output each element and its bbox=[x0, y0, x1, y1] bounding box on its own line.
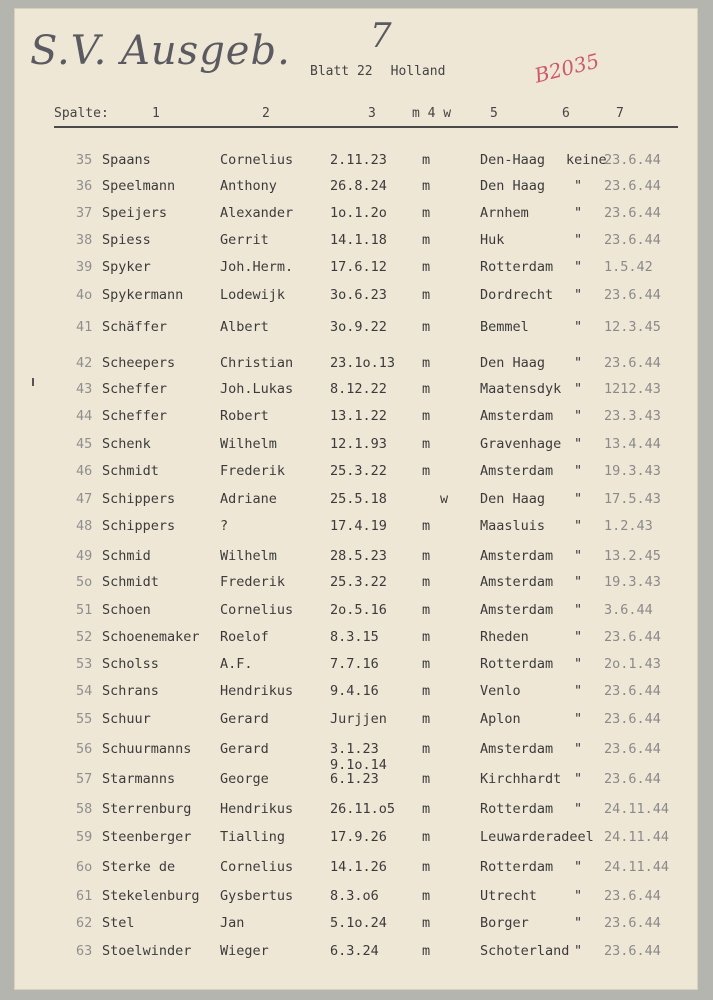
birthplace: Bemmel bbox=[480, 319, 529, 335]
entry-number: 42 bbox=[76, 355, 93, 371]
birthplace: Schoterland bbox=[480, 943, 570, 959]
birth-date: 14.1.18 bbox=[330, 232, 387, 248]
surname: Schmidt bbox=[102, 574, 159, 590]
table-row bbox=[14, 259, 698, 283]
first-name: Jan bbox=[220, 915, 245, 931]
first-name: Robert bbox=[220, 408, 269, 424]
sex: m bbox=[422, 574, 431, 590]
column-4-header: m 4 w bbox=[412, 106, 452, 121]
birth-date: 25.5.18 bbox=[330, 491, 387, 507]
column-6-value: " bbox=[574, 491, 583, 507]
column-6-value: " bbox=[574, 463, 583, 479]
column-6-value: " bbox=[574, 381, 583, 397]
birth-date: 23.1o.13 bbox=[330, 355, 396, 371]
column-7-date: 24.11.44 bbox=[604, 829, 670, 845]
column-7-date: 1.5.42 bbox=[604, 259, 653, 275]
table-row bbox=[14, 711, 698, 735]
column-6-value: " bbox=[574, 548, 583, 564]
birthplace: Maasluis bbox=[480, 518, 546, 534]
column-7-date: 23.6.44 bbox=[604, 771, 661, 787]
first-name: Lodewijk bbox=[220, 287, 286, 303]
column-6-value: " bbox=[574, 888, 583, 904]
entry-number: 47 bbox=[76, 491, 93, 507]
table-row bbox=[14, 801, 698, 825]
entry-number: 39 bbox=[76, 259, 93, 275]
birthplace: Borger bbox=[480, 915, 529, 931]
column-6-value: " bbox=[574, 683, 583, 699]
sex: m bbox=[422, 548, 431, 564]
first-name: Gerard bbox=[220, 711, 269, 727]
first-name: Joh.Herm. bbox=[220, 259, 294, 275]
birthplace: Huk bbox=[480, 232, 505, 248]
column-7-date: 3.6.44 bbox=[604, 602, 653, 618]
table-row bbox=[14, 629, 698, 653]
sex: m bbox=[422, 656, 431, 672]
birth-date: 3o.6.23 bbox=[330, 287, 387, 303]
first-name: Cornelius bbox=[220, 602, 294, 618]
column-7-date: 23.6.44 bbox=[604, 232, 661, 248]
birthplace: Den-Haag bbox=[480, 152, 546, 168]
surname: Schuurmanns bbox=[102, 741, 192, 757]
sex: m bbox=[422, 771, 431, 787]
column-6-value: " bbox=[574, 259, 583, 275]
column-6-value: " bbox=[574, 178, 583, 194]
birthplace: Kirchhardt bbox=[480, 771, 562, 787]
first-name: ? bbox=[220, 518, 229, 534]
birth-date-secondary: 9.1o.14 bbox=[330, 757, 387, 773]
birth-date: 1o.1.2o bbox=[330, 205, 387, 221]
column-6-value: " bbox=[574, 629, 583, 645]
birthplace: Den Haag bbox=[480, 178, 546, 194]
table-row bbox=[14, 915, 698, 939]
red-stamp: B2035 bbox=[532, 48, 602, 88]
birth-date: 12.1.93 bbox=[330, 436, 387, 452]
sex: m bbox=[422, 629, 431, 645]
column-3-header: 3 bbox=[368, 106, 376, 121]
first-name: Wieger bbox=[220, 943, 269, 959]
column-1-header: 1 bbox=[152, 106, 160, 121]
first-name: Hendrikus bbox=[220, 801, 294, 817]
birth-date: 17.6.12 bbox=[330, 259, 387, 275]
column-6-value: " bbox=[574, 915, 583, 931]
column-6-value: " bbox=[574, 408, 583, 424]
birthplace: Rheden bbox=[480, 629, 529, 645]
column-7-date: 23.6.44 bbox=[604, 355, 661, 371]
first-name: Cornelius bbox=[220, 152, 294, 168]
table-row bbox=[14, 205, 698, 229]
column-6-value: " bbox=[574, 574, 583, 590]
table-row bbox=[14, 829, 698, 853]
birthplace: Den Haag bbox=[480, 355, 546, 371]
birth-date: 8.12.22 bbox=[330, 381, 387, 397]
entry-number: 35 bbox=[76, 152, 93, 168]
first-name: A.F. bbox=[220, 656, 253, 672]
column-7-date: 23.6.44 bbox=[604, 205, 661, 221]
entry-number: 4o bbox=[76, 287, 93, 303]
birthplace: Rotterdam bbox=[480, 801, 554, 817]
header-rule bbox=[54, 126, 678, 128]
column-7-date: 12.3.45 bbox=[604, 319, 661, 335]
entry-number: 52 bbox=[76, 629, 93, 645]
column-7-date: 23.6.44 bbox=[604, 741, 661, 757]
birth-date: 28.5.23 bbox=[330, 548, 387, 564]
table-row bbox=[14, 888, 698, 912]
sex: m bbox=[422, 943, 431, 959]
sex: m bbox=[422, 801, 431, 817]
column-6-value: " bbox=[574, 711, 583, 727]
first-name: Frederik bbox=[220, 574, 286, 590]
table-row bbox=[14, 548, 698, 572]
entry-number: 51 bbox=[76, 602, 93, 618]
column-7-date: 23.6.44 bbox=[604, 943, 661, 959]
column-6-value: " bbox=[574, 205, 583, 221]
table-row bbox=[14, 602, 698, 626]
surname: Sterrenburg bbox=[102, 801, 192, 817]
surname: Schoenemaker bbox=[102, 629, 200, 645]
column-7-date: 13.2.45 bbox=[604, 548, 661, 564]
birth-date: 25.3.22 bbox=[330, 574, 387, 590]
birth-date: 13.1.22 bbox=[330, 408, 387, 424]
handwritten-number: 7 bbox=[370, 16, 392, 56]
first-name: Gerrit bbox=[220, 232, 269, 248]
surname: Scheffer bbox=[102, 381, 168, 397]
table-row bbox=[14, 178, 698, 202]
table-row bbox=[14, 232, 698, 256]
birth-date: Jurjjen bbox=[330, 711, 387, 727]
surname: Schoen bbox=[102, 602, 151, 618]
column-7-date: 24.11.44 bbox=[604, 859, 670, 875]
entry-number: 59 bbox=[76, 829, 93, 845]
first-name: Adriane bbox=[220, 491, 277, 507]
column-6-value: " bbox=[574, 232, 583, 248]
surname: Schmidt bbox=[102, 463, 159, 479]
column-7-date: 1.2.43 bbox=[604, 518, 653, 534]
column-7-date: 1212.43 bbox=[604, 381, 661, 397]
birthplace: Rotterdam bbox=[480, 259, 554, 275]
entry-number: 61 bbox=[76, 888, 93, 904]
entry-number: 36 bbox=[76, 178, 93, 194]
table-row bbox=[14, 491, 698, 515]
sex: m bbox=[422, 355, 431, 371]
table-row bbox=[14, 656, 698, 680]
table-row bbox=[14, 683, 698, 707]
blatt-label: Blatt 22 bbox=[310, 64, 373, 79]
table-row bbox=[14, 463, 698, 487]
handwritten-title: S.V. Ausgeb. bbox=[30, 28, 291, 74]
birth-date: 17.9.26 bbox=[330, 829, 387, 845]
birthplace: Dordrecht bbox=[480, 287, 554, 303]
first-name: Tialling bbox=[220, 829, 286, 845]
birthplace: Leuwarderadeel bbox=[480, 829, 594, 845]
column-6-value: " bbox=[574, 741, 583, 757]
sheet-header bbox=[310, 64, 463, 79]
entry-number: 48 bbox=[76, 518, 93, 534]
entry-number: 46 bbox=[76, 463, 93, 479]
entry-number: 37 bbox=[76, 205, 93, 221]
surname: Spiess bbox=[102, 232, 151, 248]
column-5-header: 5 bbox=[490, 106, 498, 121]
sex: m bbox=[422, 259, 431, 275]
column-6-value: " bbox=[574, 943, 583, 959]
birthplace: Amsterdam bbox=[480, 574, 554, 590]
entry-number: 44 bbox=[76, 408, 93, 424]
first-name: Alexander bbox=[220, 205, 294, 221]
surname: Stekelenburg bbox=[102, 888, 200, 904]
surname: Schäffer bbox=[102, 319, 168, 335]
sex: m bbox=[422, 829, 431, 845]
entry-number: 53 bbox=[76, 656, 93, 672]
surname: Spyker bbox=[102, 259, 151, 275]
table-row bbox=[14, 319, 698, 343]
sex: m bbox=[422, 436, 431, 452]
entry-number: 43 bbox=[76, 381, 93, 397]
table-row bbox=[14, 152, 698, 176]
entry-number: 56 bbox=[76, 741, 93, 757]
column-6-value: " bbox=[574, 602, 583, 618]
sex: m bbox=[422, 463, 431, 479]
column-6-value: " bbox=[574, 801, 583, 817]
first-name: George bbox=[220, 771, 269, 787]
surname: Scholss bbox=[102, 656, 159, 672]
column-7-date: 2o.1.43 bbox=[604, 656, 661, 672]
birth-date: 26.8.24 bbox=[330, 178, 387, 194]
sex: w bbox=[440, 491, 449, 507]
spalte-label: Spalte: bbox=[54, 106, 109, 121]
sex: m bbox=[422, 408, 431, 424]
birth-date: 8.3.o6 bbox=[330, 888, 379, 904]
column-7-date: 23.6.44 bbox=[604, 711, 661, 727]
birthplace: Gravenhage bbox=[480, 436, 562, 452]
document-page bbox=[14, 8, 698, 990]
column-6-value: " bbox=[574, 436, 583, 452]
birth-date: 6.1.23 bbox=[330, 771, 379, 787]
birth-date: 3.1.23 bbox=[330, 741, 379, 757]
sex: m bbox=[422, 518, 431, 534]
surname: Spykermann bbox=[102, 287, 184, 303]
surname: Sterke de bbox=[102, 859, 176, 875]
column-7-date: 23.6.44 bbox=[604, 629, 661, 645]
column-7-header: 7 bbox=[616, 106, 624, 121]
entry-number: 45 bbox=[76, 436, 93, 452]
birthplace: Utrecht bbox=[480, 888, 537, 904]
surname: Spaans bbox=[102, 152, 151, 168]
birth-date: 8.3.15 bbox=[330, 629, 379, 645]
column-7-date: 23.6.44 bbox=[604, 888, 661, 904]
surname: Steenberger bbox=[102, 829, 192, 845]
sex: m bbox=[422, 205, 431, 221]
birthplace: Venlo bbox=[480, 683, 521, 699]
surname: Stoelwinder bbox=[102, 943, 192, 959]
surname: Schmid bbox=[102, 548, 151, 564]
column-7-date: 23.6.44 bbox=[604, 683, 661, 699]
sex: m bbox=[422, 287, 431, 303]
column-6-value: " bbox=[574, 319, 583, 335]
surname: Schuur bbox=[102, 711, 151, 727]
birth-date: 25.3.22 bbox=[330, 463, 387, 479]
table-row bbox=[14, 408, 698, 432]
birthplace: Amsterdam bbox=[480, 602, 554, 618]
birthplace: Amsterdam bbox=[480, 463, 554, 479]
first-name: Christian bbox=[220, 355, 294, 371]
column-2-header: 2 bbox=[262, 106, 270, 121]
birthplace: Amsterdam bbox=[480, 408, 554, 424]
entry-number: 63 bbox=[76, 943, 93, 959]
entry-number: 5o bbox=[76, 574, 93, 590]
first-name: Roelof bbox=[220, 629, 269, 645]
entry-number: 38 bbox=[76, 232, 93, 248]
entry-number: 55 bbox=[76, 711, 93, 727]
first-name: Frederik bbox=[220, 463, 286, 479]
column-6-value: " bbox=[574, 771, 583, 787]
sex: m bbox=[422, 741, 431, 757]
first-name: Wilhelm bbox=[220, 548, 277, 564]
table-row bbox=[14, 859, 698, 883]
column-7-date: 23.6.44 bbox=[604, 287, 661, 303]
table-row bbox=[14, 436, 698, 460]
column-6-value: " bbox=[574, 859, 583, 875]
birthplace: Rotterdam bbox=[480, 859, 554, 875]
first-name: Gysbertus bbox=[220, 888, 294, 904]
column-6-value: " bbox=[574, 355, 583, 371]
surname: Scheffer bbox=[102, 408, 168, 424]
entry-number: 6o bbox=[76, 859, 93, 875]
entry-number: 57 bbox=[76, 771, 93, 787]
table-row bbox=[14, 771, 698, 795]
first-name: Albert bbox=[220, 319, 269, 335]
column-6-value: keine bbox=[566, 152, 607, 168]
table-row bbox=[14, 287, 698, 311]
sex: m bbox=[422, 888, 431, 904]
birthplace: Arnhem bbox=[480, 205, 529, 221]
sex: m bbox=[422, 711, 431, 727]
first-name: Joh.Lukas bbox=[220, 381, 294, 397]
first-name: Gerard bbox=[220, 741, 269, 757]
column-6-value: " bbox=[574, 518, 583, 534]
column-7-date: 23.6.44 bbox=[604, 152, 661, 168]
sex: m bbox=[422, 178, 431, 194]
table-row bbox=[14, 355, 698, 379]
entry-number: 58 bbox=[76, 801, 93, 817]
column-7-date: 17.5.43 bbox=[604, 491, 661, 507]
birthplace: Den Haag bbox=[480, 491, 546, 507]
column-7-date: 23.6.44 bbox=[604, 178, 661, 194]
birth-date: 7.7.16 bbox=[330, 656, 379, 672]
birth-date: 2.11.23 bbox=[330, 152, 387, 168]
birth-date: 6.3.24 bbox=[330, 943, 379, 959]
entry-number: 54 bbox=[76, 683, 93, 699]
surname: Schippers bbox=[102, 518, 176, 534]
surname: Speelmann bbox=[102, 178, 176, 194]
entry-number: 62 bbox=[76, 915, 93, 931]
sex: m bbox=[422, 319, 431, 335]
birthplace: Aplon bbox=[480, 711, 521, 727]
entry-number: 41 bbox=[76, 319, 93, 335]
first-name: Cornelius bbox=[220, 859, 294, 875]
table-row bbox=[14, 518, 698, 542]
sex: m bbox=[422, 381, 431, 397]
birthplace: Amsterdam bbox=[480, 741, 554, 757]
surname: Starmanns bbox=[102, 771, 176, 787]
birthplace: Amsterdam bbox=[480, 548, 554, 564]
sex: m bbox=[422, 152, 431, 168]
surname: Schippers bbox=[102, 491, 176, 507]
column-6-value: " bbox=[574, 656, 583, 672]
sex: m bbox=[422, 232, 431, 248]
sex: m bbox=[422, 859, 431, 875]
surname: Schenk bbox=[102, 436, 151, 452]
table-row bbox=[14, 741, 698, 773]
birth-date: 5.1o.24 bbox=[330, 915, 387, 931]
column-7-date: 24.11.44 bbox=[604, 801, 670, 817]
table-row bbox=[14, 381, 698, 405]
column-7-date: 19.3.43 bbox=[604, 463, 661, 479]
birth-date: 17.4.19 bbox=[330, 518, 387, 534]
column-6-header: 6 bbox=[562, 106, 570, 121]
entry-number: 49 bbox=[76, 548, 93, 564]
column-6-value: " bbox=[574, 287, 583, 303]
column-7-date: 23.6.44 bbox=[604, 915, 661, 931]
sex: m bbox=[422, 683, 431, 699]
column-7-date: 23.3.43 bbox=[604, 408, 661, 424]
country-label: Holland bbox=[390, 64, 446, 79]
sex: m bbox=[422, 602, 431, 618]
surname: Schrans bbox=[102, 683, 159, 699]
column-7-date: 13.4.44 bbox=[604, 436, 661, 452]
table-row bbox=[14, 943, 698, 967]
surname: Speijers bbox=[102, 205, 168, 221]
first-name: Anthony bbox=[220, 178, 277, 194]
first-name: Wilhelm bbox=[220, 436, 277, 452]
table-row bbox=[14, 574, 698, 598]
birth-date: 2o.5.16 bbox=[330, 602, 387, 618]
birth-date: 14.1.26 bbox=[330, 859, 387, 875]
surname: Stel bbox=[102, 915, 135, 931]
birth-date: 3o.9.22 bbox=[330, 319, 387, 335]
first-name: Hendrikus bbox=[220, 683, 294, 699]
birth-date: 9.4.16 bbox=[330, 683, 379, 699]
column-7-date: 19.3.43 bbox=[604, 574, 661, 590]
birth-date: 26.11.o5 bbox=[330, 801, 396, 817]
birthplace: Rotterdam bbox=[480, 656, 554, 672]
birthplace: Maatensdyk bbox=[480, 381, 562, 397]
sex: m bbox=[422, 915, 431, 931]
surname: Scheepers bbox=[102, 355, 176, 371]
